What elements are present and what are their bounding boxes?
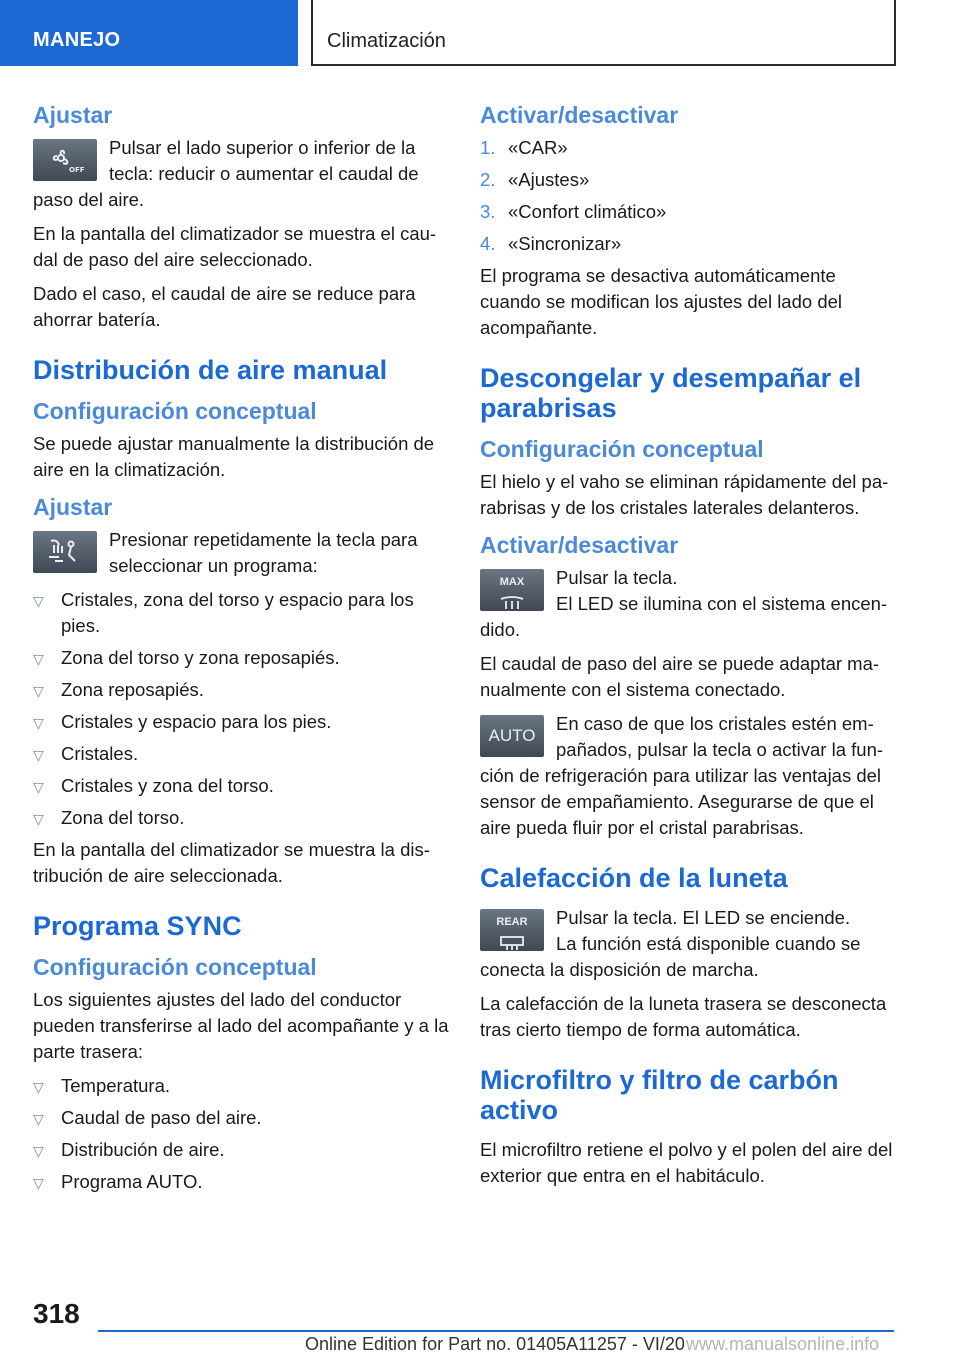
watermark-text: www.manualsonline.info [686, 1334, 880, 1354]
heading-activar: Activar/desactivar [480, 532, 679, 558]
chapter-header [311, 0, 896, 66]
list-item: ▽ Cristales, zona del torso y espacio para los pies. [33, 589, 414, 636]
list-item: 1. «CAR» [480, 137, 568, 158]
paragraph: Se puede ajustar manualmente la distribución de aire en la climatización. [33, 433, 435, 480]
paragraph: El programa se desactiva automáticamente cuando se modifican los ajustes del lado del acompañante. [480, 265, 843, 338]
list-item: ▽ Programa AUTO. [33, 1169, 451, 1195]
air-distribution-key-text: Presionar repetidamente la tecla para seleccionar un programa: [109, 529, 418, 576]
heading-activar: Activar/desactivar [480, 102, 679, 128]
right-column [480, 101, 898, 1197]
chapter-title: Climatización [327, 30, 446, 52]
heading-luneta: Calefacción de la luneta [480, 863, 788, 893]
heading-config: Configuración conceptual [33, 954, 317, 980]
heading-ajustar: Ajustar [33, 102, 113, 128]
triangle-bullet-icon: ▽ [33, 747, 44, 763]
list-item: ▽ Temperatura. [33, 1073, 451, 1099]
triangle-bullet-icon: ▽ [33, 811, 44, 827]
list-item: 3. «Confort climático» [480, 201, 667, 222]
triangle-bullet-icon: ▽ [33, 593, 44, 609]
triangle-bullet-icon: ▽ [33, 715, 44, 731]
auto-key-icon: AUTO [480, 715, 544, 757]
air-distribution-key-paragraph [33, 527, 451, 579]
svg-text:OFF: OFF [69, 166, 85, 174]
edition-text: Online Edition for Part no. 01405A11257 - VI/20 [305, 1334, 685, 1354]
list-item: ▽ Zona reposapiés. [33, 677, 451, 703]
list-item: ▽ Distribución de aire. [33, 1137, 451, 1163]
list-item: 4. «Sincronizar» [480, 233, 622, 254]
section-tab [0, 0, 298, 66]
list-item: ▽ Zona del torso y zona reposapiés. [33, 645, 451, 671]
air-distribution-key-icon [33, 531, 97, 573]
rear-defrost-key-icon: REAR [480, 909, 544, 951]
section-label: MANEJO [33, 29, 121, 51]
list-item: 2. «Ajustes» [480, 169, 590, 190]
list-item: ▽ Cristales. [33, 741, 451, 767]
paragraph: Los siguientes ajustes del lado del conductor pueden transferirse al lado del acompañante y a la parte trasera: [33, 989, 449, 1062]
triangle-bullet-icon: ▽ [33, 1143, 44, 1159]
fan-key-paragraph [33, 135, 451, 213]
heading-ajustar: Ajustar [33, 494, 113, 520]
max-key-paragraph: MAX Pulsar la tecla. El LED se ilumina con el sistema encen-dido. [480, 567, 888, 640]
list-item: ▽ Cristales y zona del torso. [33, 773, 451, 799]
heading-microfiltro: Microfiltro y filtro de carbón activo [480, 1065, 839, 1125]
triangle-bullet-icon: ▽ [33, 651, 44, 667]
footer-divider [98, 1330, 894, 1332]
triangle-bullet-icon: ▽ [33, 1079, 44, 1095]
page-number: 318 [33, 1298, 80, 1329]
paragraph: La calefacción de la luneta trasera se desconecta tras cierto tiempo de forma automática. [480, 993, 887, 1040]
paragraph: El hielo y el vaho se eliminan rápidamente del pa-rabrisas y de los cristales laterales delanteros. [480, 471, 889, 518]
triangle-bullet-icon: ▽ [33, 779, 44, 795]
fan-key-text: Pulsar el lado superior o inferior de la tecla: reducir o aumentar el caudal de paso del aire. [33, 137, 419, 210]
sync-list [33, 1073, 451, 1195]
list-item: ▽ Zona del torso. [33, 805, 451, 831]
left-column [33, 101, 451, 1201]
heading-config: Configuración conceptual [33, 398, 317, 424]
rear-key-paragraph: REAR Pulsar la tecla. El LED se enciende. La función está disponible cuando se conecta la disposición de marcha. [480, 907, 861, 980]
auto-key-paragraph: AUTO En caso de que los cristales estén em-pañados, pulsar la tecla o activar la fun-ción de refrigeración para utilizar las ventajas del sensor de empañamiento. Asegurarse de que el aire pueda fluir por el cristal parabrisas. [480, 713, 884, 838]
list-item: ▽ Cristales y espacio para los pies. [33, 709, 451, 735]
heading-sync: Programa SYNC [33, 911, 242, 941]
paragraph: En la pantalla del climatizador se muestra el cau-dal de paso del aire seleccionado. [33, 223, 437, 270]
heading-descongelar: Descongelar y desempañar el parabrisas [480, 363, 862, 423]
max-defrost-key-icon: MAX [480, 569, 544, 611]
paragraph: El microfiltro retiene el polvo y el polen del aire del exterior que entra en el habitáculo. [480, 1139, 893, 1186]
paragraph: Dado el caso, el caudal de aire se reduce para ahorrar batería. [33, 283, 416, 330]
heading-config: Configuración conceptual [480, 436, 764, 462]
steps-list [480, 135, 898, 257]
paragraph: El caudal de paso del aire se puede adaptar ma-nualmente con el sistema conectado. [480, 653, 880, 700]
triangle-bullet-icon: ▽ [33, 683, 44, 699]
paragraph: En la pantalla del climatizador se muestra la dis-tribución de aire seleccionada. [33, 839, 430, 886]
program-list [33, 587, 451, 831]
triangle-bullet-icon: ▽ [33, 1111, 44, 1127]
fan-off-key-icon [33, 139, 97, 181]
heading-distribucion: Distribución de aire manual [33, 355, 388, 385]
triangle-bullet-icon: ▽ [33, 1175, 44, 1191]
list-item: ▽ Caudal de paso del aire. [33, 1105, 451, 1131]
